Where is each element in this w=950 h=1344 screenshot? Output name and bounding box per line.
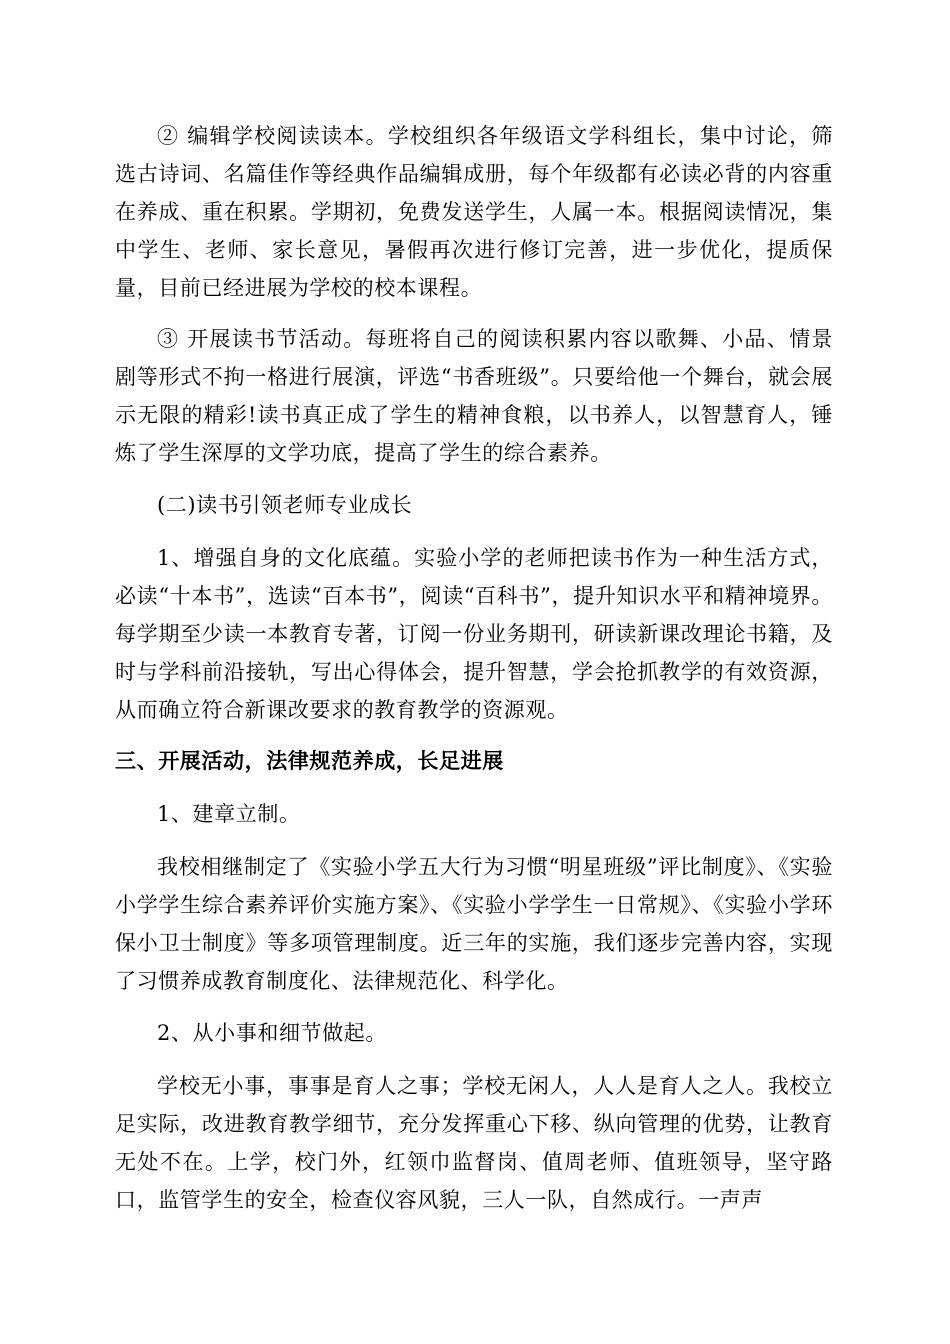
paragraph-management-systems: 我校相继制定了《实验小学五大行为习惯“明星班级”评比制度》、《实验小学学生综合素养评价实施方案》、《实验小学学生一日常规》、《实验小学环保小卫士制度》等多项管理制度。近三年的实施，我们逐步完善内容，实现了习惯养成教育制度化、法律规范化、科学化。 xyxy=(115,855,833,993)
paragraph-small-things-title: 2、从小事和细节做起。 xyxy=(157,1021,387,1045)
subheading-teacher-growth: (二)读书引领老师专业成长 xyxy=(157,493,413,517)
paragraph-reading-festival: ③ 开展读书节活动。每班将自己的阅读积累内容以歌舞、小品、情景剧等形式不拘一格进行展演，评选“书香班级”。只要给他一个舞台，就会展示无限的精彩!读书真正成了学生的精神食粮，以书养人，以智慧育人，锤炼了学生深厚的文学功底，提高了学生的综合素养。 xyxy=(115,327,833,465)
paragraph-cultural-foundation: 1、增强自身的文化底蕴。实验小学的老师把读书作为一种生活方式，必读“十本书”，选读“百本书”，阅读“百科书”，提升知识水平和精神境界。每学期至少读一本教育专著，订阅一份业务期刊，研读新课改理论书籍，及时与学科前沿接轨，写出心得体会，提升智慧，学会抢抓教学的有效资源，从而确立符合新课改要求的教育教学的资源观。 xyxy=(115,546,833,722)
paragraph-edit-reading-book: ② 编辑学校阅读读本。学校组织各年级语文学科组长，集中讨论，筛选古诗词、名篇佳作等经典作品编辑成册，每个年级都有必读必背的内容重在养成、重在积累。学期初，免费发送学生，人属一本。根据阅读情况，集中学生、老师、家长意见，暑假再次进行修订完善，进一步优化，提质保量，目前已经进展为学校的校本课程。 xyxy=(115,124,833,300)
paragraph-school-details: 学校无小事，事事是育人之事；学校无闲人，人人是育人之人。我校立足实际，改进教育教学细节，充分发挥重心下移、纵向管理的优势，让教育无处不在。上学，校门外，红领巾监督岗、值周老师、值班领导，坚守路口，监管学生的安全，检查仪容风貌，三人一队，自然成行。一声声 xyxy=(115,1074,833,1212)
section-heading-three: 三、开展活动，法律规范养成，长足进展 xyxy=(115,748,504,773)
paragraph-establish-rules-title: 1、建章立制。 xyxy=(157,802,301,826)
